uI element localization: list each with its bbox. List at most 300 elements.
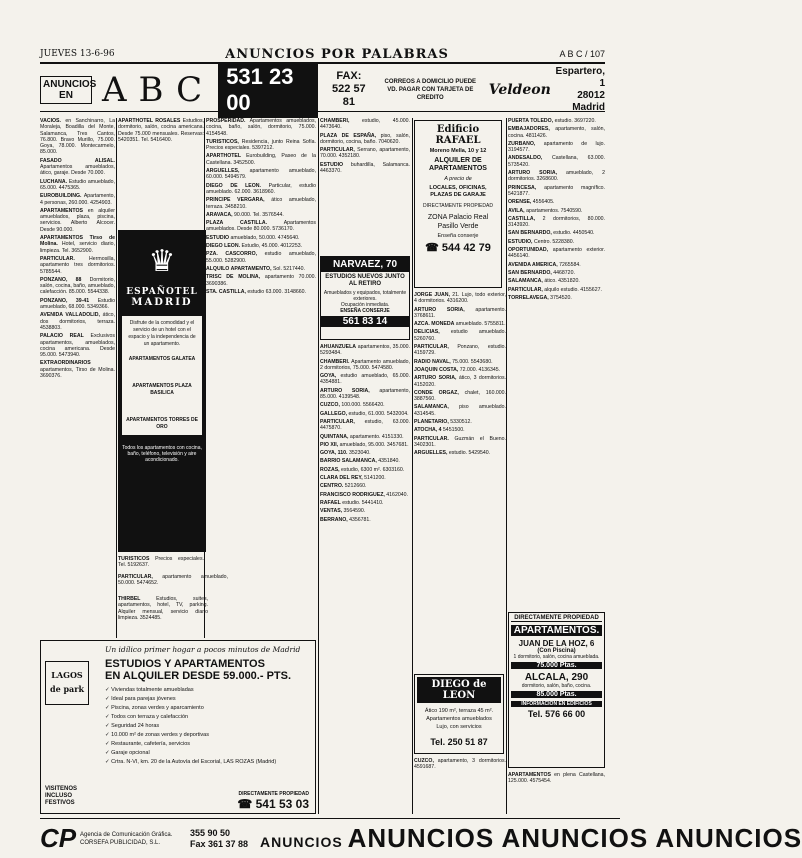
- classified-text: apartamentos. 7540590.: [524, 207, 583, 214]
- classified-ad: [414, 390, 506, 403]
- fax-block: FAX: 522 57 81: [332, 70, 366, 108]
- classified-ad: [414, 758, 506, 771]
- classified-ad: [320, 434, 410, 440]
- column-rule: [318, 118, 319, 814]
- classified-text: buhardilla, Salamanca. 4463370.: [320, 161, 410, 175]
- classified-text: Apartamentos amueblados, ático, garaje. Desde 70.000.: [40, 164, 115, 177]
- classified-text: estudio, 61.000. 5432004.: [347, 410, 409, 417]
- turisticos-ad: TURISTICOS Precios especiales. Tel. 5192637.: [118, 556, 204, 569]
- directo-desc1: 1 dormitorio, salón, cocina amueblada.: [513, 654, 600, 660]
- classified-text: ático, 3 dormitorios. 4152020.: [414, 375, 506, 388]
- classified-heading: PARTICULAR,: [320, 418, 355, 425]
- rafael-precio: A precio de: [444, 176, 472, 182]
- classified-heading: ESTUDIO,: [508, 238, 533, 245]
- lagos-title: ESTUDIOS Y APARTAMENTOS: [105, 658, 265, 670]
- classified-heading: ARTURO SORIA,: [320, 387, 370, 394]
- classified-text: ático. 4351820.: [542, 278, 580, 285]
- classified-heading: VENTAS,: [320, 508, 343, 515]
- phone-number: 531 23 00: [218, 62, 318, 118]
- lagos-prop: DIRECTAMENTE PROPIEDAD: [238, 791, 309, 797]
- classified-text: Dormitorio, salón, cocina, baño, amueblado, calefacción. 85.000. 5544338.: [40, 276, 115, 296]
- classified-text: piso, salón, dormitorio, cocina, baño. 7040620.: [320, 132, 410, 145]
- column-rule: [116, 118, 117, 638]
- lagos-feature: ✓ 10.000 m² de zonas verdes y deportivas: [105, 732, 209, 738]
- classified-text: Particular, estudio amueblado. 62.000. 3618960.: [206, 182, 316, 195]
- classified-ad: [508, 278, 605, 284]
- classified-text: Apartamento, 4 personas, 260.000. 4254903.: [40, 193, 115, 206]
- column-6: [508, 118, 605, 608]
- particular-ad: PARTICULAR, apartamento amueblado, 50.000. 5474652.: [118, 574, 228, 587]
- classified-text: apartamentos, 35.000. 5293484.: [320, 344, 410, 357]
- classified-heading: ARTURO SORIA,: [508, 170, 558, 177]
- classified-heading: RADIO NAVAL,: [414, 358, 451, 365]
- classified-heading: APARTHOTEL ROSALES: [118, 118, 181, 124]
- lagos-phone: ☎ 541 53 03: [237, 797, 309, 811]
- classified-ad: [414, 367, 506, 373]
- classified-text: estudio. 5429540.: [447, 450, 491, 457]
- column-5: [414, 292, 506, 670]
- classified-ad: [320, 467, 410, 473]
- classified-ad: [508, 126, 605, 139]
- rafael-directo: DIRECTAMENTE PROPIEDAD: [423, 203, 493, 209]
- diego-title: DIEGO de LEON: [417, 677, 501, 703]
- classified-heading: AZCA. MONEDA: [414, 321, 455, 328]
- classified-ad: [40, 277, 115, 296]
- lagos-feature: ✓ Seguridad 24 horas: [105, 723, 160, 729]
- classified-heading: CHAMBERI.: [320, 358, 350, 365]
- classified-heading: PLANETARIO,: [414, 419, 449, 426]
- classified-heading: ARTURO SORIA,: [414, 375, 457, 382]
- espanotel-torres: APARTAMENTOS TORRES DE ORO: [126, 417, 198, 430]
- correos-text: CORREOS A DOMICILIO PUEDE VD. PAGAR CON TARJETA DE CREDITO: [384, 78, 477, 101]
- classified-ad: [40, 193, 115, 206]
- classified-heading: CASTILLA,: [508, 215, 536, 222]
- classified-text: Hotel, servicio diario, limpieza. Tel. 3652900.: [40, 241, 115, 254]
- classified-heading: ESTUDIO: [320, 161, 344, 168]
- column-rule: [412, 118, 413, 814]
- classified-text: 90.000. Tel. 3576544.: [232, 211, 284, 218]
- classified-ad: [320, 388, 410, 401]
- classified-text: apartamento, 3 dormitorios. 4591687.: [414, 758, 506, 771]
- classified-ad: [508, 239, 605, 245]
- classified-heading: SAN BERNARDO,: [508, 230, 552, 237]
- classified-text: Centro. 5228380.: [532, 238, 575, 245]
- classified-text: estudio. 5441410.: [340, 499, 384, 506]
- classified-ad: [40, 312, 115, 331]
- classified-heading: ZURBANO,: [508, 140, 536, 147]
- column-rule: [506, 118, 507, 814]
- classified-heading: BERRANO,: [320, 516, 348, 523]
- classified-text: 5330512.: [448, 419, 472, 426]
- classified-ad: [414, 375, 506, 388]
- classified-text: Estudio, 45.000. 4012253.: [240, 243, 303, 250]
- classified-ad: [508, 199, 605, 205]
- classified-text: apartamento. 3768611.: [414, 306, 507, 319]
- classified-ad: [508, 185, 605, 198]
- classified-text: Estudios, dormitorio, salón, cocina americana. Desde 75.000 mensuales. Reservas: 5420351. Tel. 5416400.: [118, 118, 205, 143]
- classified-text: amueblado, 2 dormitorios. 3268600.: [508, 170, 605, 183]
- classified-text: apartamento amueblado, 60.000. 5494579.: [206, 168, 316, 181]
- classified-heading: JOAQUIN COSTA,: [414, 366, 459, 373]
- classified-heading: PIO XII,: [320, 441, 339, 448]
- classified-heading: STA. CASTILLA,: [206, 288, 246, 295]
- column-4: [320, 118, 410, 240]
- classified-heading: FRANCISCO RODRIGUEZ,: [320, 491, 385, 498]
- classified-heading: ESTUDIO: [206, 234, 230, 241]
- classified-ad: [414, 321, 506, 327]
- abc-banner: [40, 63, 605, 115]
- classified-heading: TORRELAVEGA,: [508, 294, 549, 301]
- classified-text: 5212660.: [343, 483, 367, 490]
- classified-ad: [40, 256, 115, 275]
- veldeon-logo: Veldeon: [488, 81, 551, 98]
- classified-ad: [40, 360, 115, 379]
- classified-text: amueblado, 50.000. 4745640.: [229, 234, 300, 241]
- column-3: [206, 118, 316, 568]
- classified-heading: ANDESALDO,: [508, 155, 543, 162]
- classified-heading: SAN BERNARDO,: [508, 269, 552, 276]
- rafael-address: Moreno Mella, 10 y 12: [429, 148, 487, 154]
- classified-heading: OPORTUNIDAD,: [508, 247, 549, 254]
- rafael-desc: LOCALES, OFICINAS, PLAZAS DE GARAJE: [429, 185, 487, 198]
- classified-ad: [320, 118, 410, 131]
- espanotel-desc: Disfrute de la comodidad y el servicio de un hotel con el espacio y la independencia de un apartamento.: [128, 320, 196, 347]
- narvaez-phone: 561 83 14: [321, 316, 409, 327]
- classified-text: Exclusivos apartamentos, amueblados, cocina americana. Desde 95.000. 5473940.: [40, 333, 115, 359]
- classified-heading: GALLEGO,: [320, 410, 348, 417]
- lagos-subtitle: EN ALQUILER DESDE 59.000.- PTS.: [105, 670, 292, 682]
- classified-ad: [320, 359, 410, 372]
- classified-text: 3754520.: [548, 294, 572, 301]
- classified-ad: [40, 298, 115, 311]
- classified-heading: ROZAS,: [320, 466, 340, 473]
- classified-ad: [320, 458, 410, 464]
- classified-text: apartamento, salón, cocina. 4811426.: [508, 126, 605, 139]
- classified-heading: CUZCO,: [320, 402, 340, 409]
- classified-text: chalet, 160.000. 3887560.: [414, 389, 506, 403]
- classified-text: 2 dormitorios, 80.000. 3143920.: [508, 215, 605, 229]
- corsefa-logo: CP: [40, 823, 77, 853]
- classified-text: 4351840.: [376, 458, 400, 465]
- classified-heading: PZA. CASCORRO,: [206, 251, 258, 258]
- classified-ad: [40, 179, 115, 192]
- classified-heading: APARTHOTEL: [206, 153, 242, 160]
- classified-ad: [320, 147, 410, 160]
- classified-ad: [508, 287, 605, 293]
- diego-line2: Apartamentos amueblados: [426, 716, 492, 722]
- classified-text: Apartamentos amueblados, cocina, baño, salón, dormitorio, 75.000. 4154548.: [206, 118, 316, 137]
- corsefa-info: Agencia de Comunicación Gráfica. CORSEFA PUBLICIDAD, S.L.: [80, 831, 173, 846]
- classified-text: apartamento 70.000. 3690386.: [206, 274, 316, 287]
- classified-text: apartamento. 4151330.: [348, 433, 404, 440]
- classified-ad: [508, 295, 605, 301]
- classified-ad: [320, 344, 410, 357]
- classified-heading: ARAVACA,: [206, 211, 233, 218]
- classified-ad: [320, 411, 410, 417]
- classified-heading: ARTURO SORIA,: [414, 306, 465, 313]
- classified-ad: [320, 500, 410, 506]
- classified-heading: AVILA,: [508, 207, 525, 214]
- narvaez-line2: Amueblados y equipados, totalmente exteriores.: [323, 290, 407, 302]
- page-header: [40, 46, 605, 64]
- classified-heading: RAFAEL: [320, 499, 341, 506]
- rafael-zona: ZONA Palacio Real Pasillo Verde: [427, 214, 489, 230]
- classified-heading: PLAZA DE ESPAÑA,: [320, 132, 377, 139]
- classified-heading: PARTICULAR.: [40, 255, 75, 262]
- classified-heading: PARTICULAR,: [414, 344, 449, 351]
- rafael-title: Edificio RAFAEL: [435, 124, 481, 146]
- classified-text: apartamentos, Tirso de Molina. 3690376.: [40, 366, 115, 379]
- classified-text: estudio, 6300 m². 6303160.: [339, 466, 405, 473]
- lagos-feature: ✓ Crtra. N-VI, km. 20 de la Autovía del Escorial, LAS ROZAS (Madrid): [105, 759, 277, 765]
- classified-text: amueblado. 5755811.: [454, 321, 506, 328]
- classified-ad: [508, 141, 605, 154]
- narvaez-title: NARVAEZ, 70: [321, 257, 409, 272]
- classified-heading: ARGUELLES,: [414, 450, 448, 457]
- classified-heading: PRINCESA,: [508, 184, 537, 191]
- classified-text: Estudio amueblado, 65.000. 4475365.: [40, 178, 115, 191]
- directo-piscina: (Con Piscina): [537, 648, 576, 654]
- classified-ad: [320, 508, 410, 514]
- classified-ad: [206, 197, 316, 210]
- classified-text: ático, dos dormitorios, terraza. 4538803.: [40, 312, 115, 331]
- lagos-features: [105, 686, 311, 767]
- classified-ad: [414, 450, 506, 456]
- column-4b: [320, 344, 410, 812]
- section-title: ANUNCIOS POR PALABRAS: [225, 46, 449, 62]
- classified-heading: APARTAMENTOS: [40, 207, 83, 214]
- classified-heading: AVENIDA AMERICA,: [508, 261, 558, 268]
- classified-text: Serrano, apartamento, 70.000. 4352180.: [320, 147, 410, 160]
- classified-text: alquilo estudio. 4155627.: [542, 286, 602, 293]
- classified-ad: [206, 183, 316, 196]
- classified-ad: [508, 170, 605, 183]
- espanotel-city: MADRID: [131, 297, 193, 308]
- classified-ad: [40, 158, 115, 177]
- classified-text: 4468720.: [551, 269, 575, 276]
- column-2: [118, 118, 204, 218]
- anuncios-repeat: ANUNCIOS ANUNCIOS ANUNCIOS ANUNCIOS: [260, 823, 802, 853]
- classified-heading: ATOCHA, 4: [414, 427, 442, 434]
- classified-text: Apartamento amueblado, 2 dormitorios, 75.000. 5474580.: [320, 358, 410, 371]
- classified-ad: [206, 220, 316, 233]
- classified-ad: [508, 216, 605, 229]
- classified-ad: [206, 153, 316, 166]
- classified-heading: CUZCO,: [414, 758, 434, 764]
- classified-text: 5141200.: [362, 475, 386, 482]
- espanotel-galatea: APARTAMENTOS GALATEA: [128, 356, 196, 362]
- classified-ad: [508, 247, 605, 260]
- classified-ad: [206, 139, 316, 152]
- classified-heading: PUERTA TOLEDO,: [508, 118, 554, 124]
- espanotel-ad: [118, 230, 206, 552]
- directo-alcala: ALCALA, 290: [524, 672, 589, 683]
- classified-ad: [320, 475, 410, 481]
- lagos-feature: ✓ Piscina, zonas verdes y aparcamiento: [105, 705, 204, 711]
- classified-text: 4162040.: [384, 491, 408, 498]
- lagos-feature: ✓ Garaje opcional: [105, 750, 150, 756]
- date: JUEVES 13-6-96: [40, 49, 115, 59]
- classified-ad: [40, 208, 115, 233]
- classified-ad: [508, 155, 605, 168]
- lagos-visit: VISITENOS INCLUSO FESTIVOS: [45, 786, 78, 806]
- classified-text: Residencia, junto Reina Sofía. Precios especiales. 5397212.: [206, 138, 316, 152]
- classified-ad: [414, 359, 506, 365]
- classified-ad: [508, 262, 605, 268]
- classified-heading: QUINTANA,: [320, 433, 349, 440]
- diego-line3: Lujo, con servicios: [436, 724, 482, 730]
- classified-ad: [320, 402, 410, 408]
- classified-heading: CENTRO.: [320, 483, 344, 490]
- directo-propiedad-ad: [508, 612, 605, 768]
- classified-heading: ALQUILO APARTAMENTO,: [206, 265, 272, 272]
- footer-strip: [40, 818, 802, 858]
- directo-juan-hoz: JUAN DE LA HOZ, 6: [518, 639, 595, 648]
- classified-ad: [414, 292, 506, 305]
- directo-info: INFORMACION EN EDIFICIOS: [511, 701, 602, 707]
- classified-heading: EXTRAORDINARIOS: [40, 360, 91, 367]
- classified-heading: GOYA,: [320, 373, 337, 380]
- classified-text: 21. Lujo, todo exterior, 4 dormitorios. 4316200.: [414, 292, 506, 305]
- classified-ad: [320, 517, 410, 523]
- classified-heading: CONDE ORGAZ,: [414, 389, 459, 396]
- classified-heading: TURISTICOS,: [206, 138, 239, 145]
- directo-price2: 85.000 Ptas.: [511, 691, 602, 698]
- classified-ad: [320, 483, 410, 489]
- classified-text: estudio amueblado. 5260760.: [414, 329, 506, 342]
- bottom-col6-ad: APARTAMENTOS en plena Castellana, 125.000. 4575454.: [508, 772, 605, 785]
- classified-ad: [206, 212, 316, 218]
- classified-heading: PRINCIPE VERGARA,: [206, 197, 265, 204]
- classified-ad: [206, 243, 316, 249]
- classified-text: estudio amueblado, 55.000. 5282900.: [206, 251, 316, 264]
- classified-heading: PALACIO REAL: [40, 333, 84, 340]
- classified-text: 72.000. 4136345.: [458, 366, 501, 373]
- classified-text: 4356781.: [347, 516, 371, 523]
- column-rule: [204, 118, 205, 638]
- classified-text: apartamento exterior. 4456140.: [508, 247, 605, 260]
- classified-ad: [206, 274, 316, 287]
- classified-text: apartamento, 85.000. 4139548.: [320, 387, 411, 401]
- classified-heading: SALAMANCA,: [508, 278, 543, 285]
- lagos-park-logo: LAGOS de park: [45, 661, 89, 705]
- classified-heading: TRISC DE MOLINA,: [206, 274, 261, 281]
- classified-heading: DIEGO DE LEON.: [206, 182, 261, 189]
- column-5b: [414, 758, 506, 814]
- diego-phone: Tel. 250 51 87: [430, 737, 488, 747]
- classified-text: estudio, 45.000. 4473640.: [320, 118, 410, 131]
- lagos-tagline: Un idílico primer hogar a pocos minutos de Madrid: [105, 645, 301, 654]
- rafael-ad: [414, 120, 502, 288]
- lagos-park-ad: [40, 640, 316, 814]
- espanotel-basilica: APARTAMENTOS PLAZA BASILICA: [132, 383, 192, 396]
- anuncios-en-label: ANUNCIOS EN: [40, 76, 92, 104]
- directo-desc2: dormitorio, salón, baño, cocina.: [521, 683, 592, 689]
- classified-heading: SALAMANCA,: [414, 404, 449, 411]
- classified-heading: VACIOS.: [40, 118, 61, 124]
- classified-ad: [206, 168, 316, 181]
- espanotel-footer: Todos los apartamentos con cocina, baño, teléfono, televisión y aire acondicionado.: [122, 445, 202, 463]
- classified-text: 5451500.: [441, 427, 465, 434]
- classified-text: 3523040.: [347, 450, 371, 457]
- classified-heading: PLAZA CASTILLA.: [206, 220, 268, 227]
- rafael-alquiler: ALQUILER DE APARTAMENTOS: [429, 157, 487, 172]
- rafael-ense: Enseña conserje: [437, 233, 479, 239]
- classified-ad: [414, 419, 506, 425]
- classified-heading: EMBAJADORES,: [508, 126, 550, 133]
- classified-text: piso amueblado. 4314545.: [414, 404, 506, 417]
- classified-text: 4556405.: [531, 199, 555, 206]
- narvaez-line3: Ocupación inmediata.: [340, 302, 390, 308]
- classified-text: 3564590.: [342, 508, 366, 515]
- classified-ad: [508, 208, 605, 214]
- classified-heading: FASADO ALISAL.: [40, 157, 115, 164]
- directo-apartamentos: APARTAMENTOS.: [511, 625, 602, 636]
- narvaez-ad: [320, 256, 410, 340]
- classified-heading: AHUANZUELA: [320, 344, 357, 350]
- classified-text: estudio amueblado, 65.000. 4354881.: [320, 373, 410, 386]
- crown-icon: ♛: [148, 245, 176, 278]
- directo-header: DIRECTAMENTE PROPIEDAD: [511, 615, 602, 622]
- classified-heading: APARTAMENTOS Tirso de Molina.: [40, 235, 115, 248]
- classified-heading: PROSPERIDAD.: [206, 118, 246, 124]
- diego-leon-ad: [414, 674, 504, 754]
- classified-text: Estudio amueblado, 68.000. 5349366.: [40, 297, 115, 311]
- classified-ad: [508, 118, 605, 124]
- classified-ad: [206, 289, 316, 295]
- classified-text: ático amueblado, terraza. 3458210.: [206, 197, 317, 210]
- classified-text: 75.000. 5543680.: [450, 358, 493, 365]
- classified-text: en Sanchinarro, La Moraleja, Boadilla del Monte, Salamanca, Tres Cantos, 76.800. Bravo Murillo, 75.000. Goya, 78.000. Montecarmelo, 85.000.: [40, 118, 115, 156]
- abc-logo: ABC: [102, 69, 215, 110]
- classified-text: Ponzano, estudio. 4159729.: [414, 344, 506, 357]
- narvaez-line4: ENSEÑA CONSERJE: [340, 308, 390, 314]
- classified-heading: ARGUELLES,: [206, 168, 240, 175]
- classified-heading: JORGE JUAN,: [414, 292, 450, 298]
- lagos-feature: ✓ Ideal para parejas jóvenes: [105, 696, 176, 702]
- classified-heading: ORENSE,: [508, 199, 532, 206]
- classified-ad: [414, 427, 506, 433]
- classified-text: Castellana, 63.000. 5735420.: [508, 155, 605, 168]
- classified-text: 7265584.: [557, 261, 581, 268]
- classified-ad: [40, 333, 115, 358]
- classified-text: estudio, 63.000. 4475870.: [320, 418, 410, 432]
- classified-heading: CHAMBERI,: [320, 118, 350, 124]
- classified-text: Eurobuilding, Paseo de la Castellana. 3452500.: [206, 153, 316, 166]
- classified-text: apartamento de lujo. 3194577.: [508, 140, 605, 154]
- classified-ad: [414, 436, 506, 449]
- classified-heading: CLARA DEL REY,: [320, 475, 363, 482]
- classified-text: estudio 63.000. 3148660.: [245, 288, 306, 295]
- directo-phone: Tel. 576 66 00: [527, 709, 586, 719]
- classified-text: Apartamentos amueblados. Desde 80.000. 5736170.: [206, 220, 316, 233]
- classified-ad: [414, 344, 506, 357]
- classified-heading: PARTICULAR.: [414, 435, 449, 442]
- classified-text: estudio. 3697220.: [553, 118, 596, 124]
- thirbel-ad: THIRBEL Estudios, suites, apartamentos, hotel, TV, parking. Alquiler mensual, servicio diario limpieza. 3524485.: [118, 596, 208, 621]
- classified-text: en alquiler amueblados, plaza, piscina, servicios. Alberto Alcocer. Desde 90.000.: [40, 207, 115, 233]
- classified-ad: [118, 118, 204, 143]
- classified-heading: EUROBUILDING.: [40, 193, 82, 200]
- classified-ad: [320, 419, 410, 432]
- classified-ad: [40, 118, 115, 156]
- classified-ad: [206, 251, 316, 264]
- classified-ad: [414, 307, 506, 320]
- classified-heading: AVENIDA VALLADOLID,: [40, 312, 100, 319]
- diego-line1: Ático 190 m², terraza 45 m².: [424, 708, 494, 714]
- classified-heading: DIEGO LEON.: [206, 243, 241, 250]
- classified-ad: [206, 235, 316, 241]
